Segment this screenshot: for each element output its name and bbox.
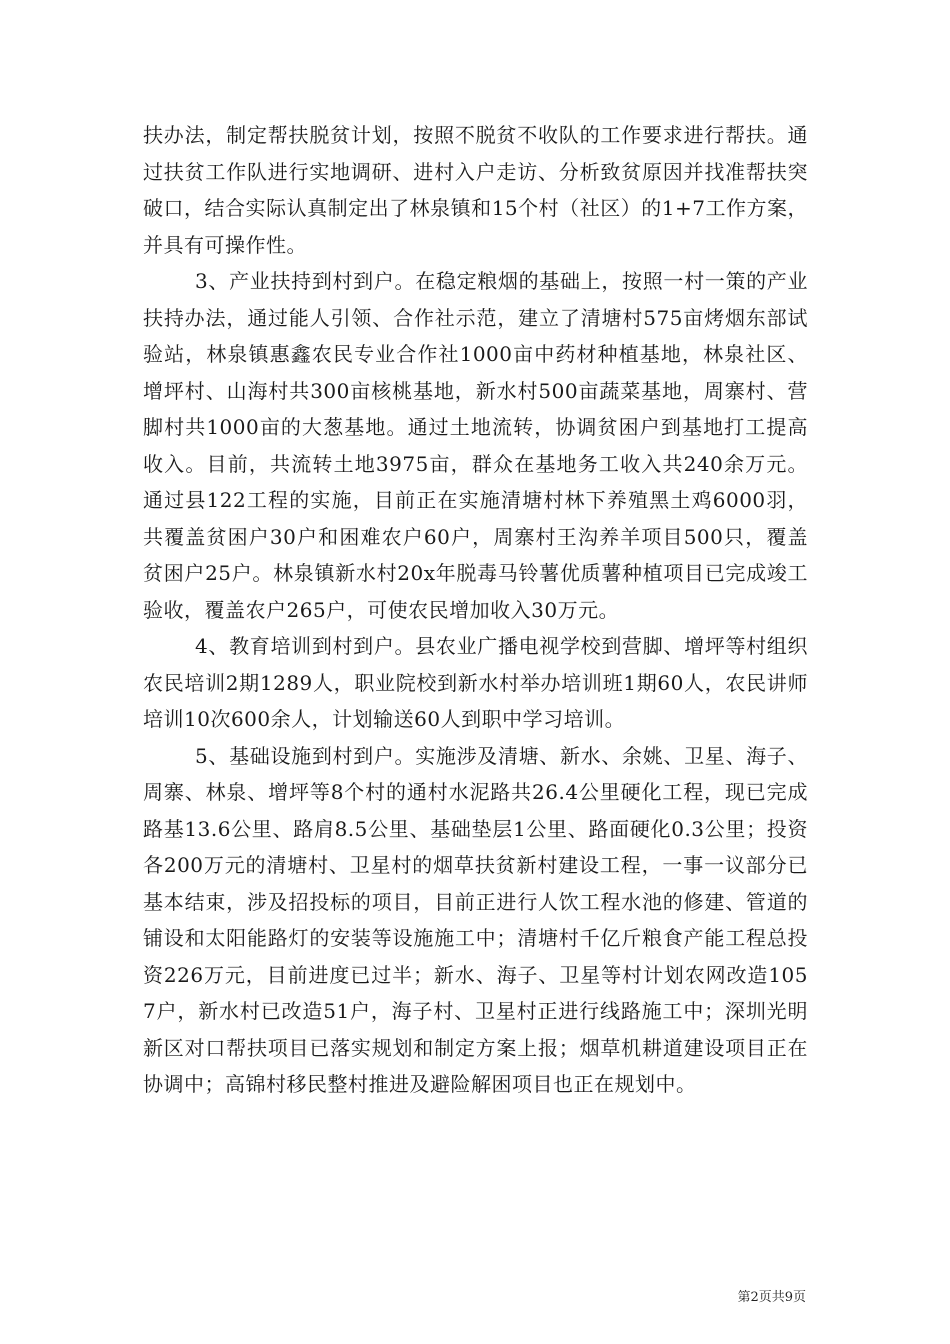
paragraph-industry-support: 3、产业扶持到村到户。在稳定粮烟的基础上，按照一村一策的产业扶持办法，通过能人引领、合作社示范，建立了清塘村575亩烤烟东部试验站，林泉镇惠鑫农民专业合作社1000亩中药材种植基地，林泉社区、增坪村、山海村共300亩核桃基地，新水村500亩蔬菜基地，周寨村、营脚村共1000亩的大葱基地。通过土地流转，协调贫困户到基地打工提高收入。目前，共流转土地3975亩，群众在基地务工收入共240余万元。通过县122工程的实施，目前正在实施清塘村林下养殖黑土鸡6000羽，共覆盖贫困户30户和困难农户60户，周寨村王沟养羊项目500只，覆盖贫困户25户。林泉镇新水村20x年脱毒马铃薯优质薯种植项目已完成竣工验收，覆盖农户265户，可使农民增加收入30万元。 (143, 269, 808, 622)
paragraph-continuation: 扶办法，制定帮扶脱贫计划，按照不脱贫不收队的工作要求进行帮扶。通过扶贫工作队进行实地调研、进村入户走访、分析致贫原因并找准帮扶突破口，结合实际认真制定出了林泉镇和15个村（社区）的1+7工作方案，并具有可操作性。 (143, 123, 808, 257)
page-number-footer: 第2页共9页 (737, 1290, 806, 1305)
document-body (143, 117, 808, 1103)
paragraph-infrastructure: 5、基础设施到村到户。实施涉及清塘、新水、余姚、卫星、海子、周寨、林泉、增坪等8个村的通村水泥路共26.4公里硬化工程，现已完成路基13.6公里、路肩8.5公里、基础垫层1公里、路面硬化0.3公里；投资各200万元的清塘村、卫星村的烟草扶贫新村建设工程，一事一议部分已基本结束，涉及招投标的项目，目前正进行人饮工程水池的修建、管道的铺设和太阳能路灯的安装等设施施工中；清塘村千亿斤粮食产能工程总投资226万元，目前进度已过半；新水、海子、卫星等村计划农网改造1057户，新水村已改造51户，海子村、卫星村正进行线路施工中；深圳光明新区对口帮扶项目已落实规划和制定方案上报；烟草机耕道建设项目正在协调中；高锦村移民整村推进及避险解困项目也正在规划中。 (143, 743, 808, 1096)
paragraph-education-training: 4、教育培训到村到户。县农业广播电视学校到营脚、增坪等村组织农民培训2期1289人，职业院校到新水村举办培训班1期60人，农民讲师培训10次600余人，计划输送60人到职中学习培训。 (143, 634, 808, 731)
